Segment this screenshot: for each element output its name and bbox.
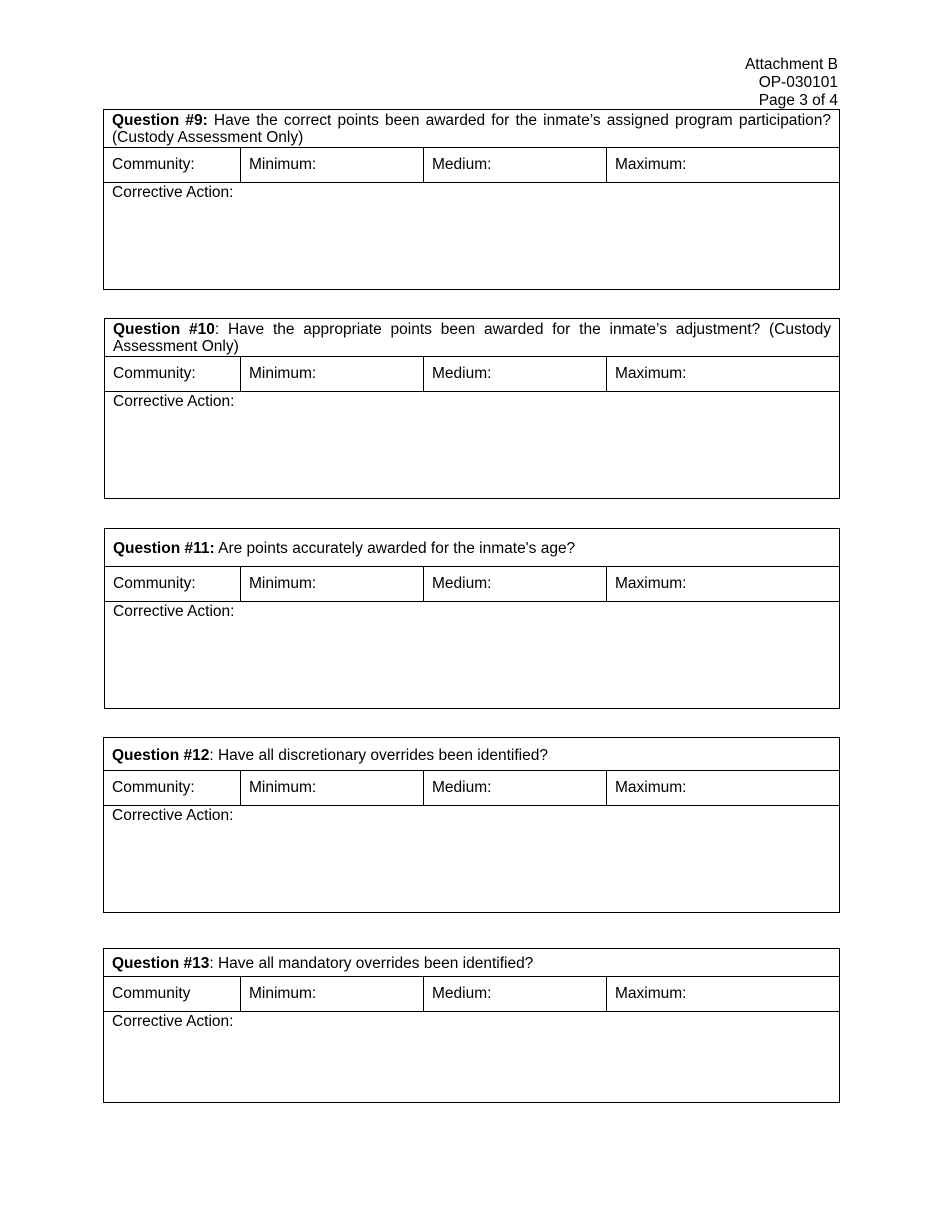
question-13-table (103, 948, 840, 1103)
page-number: Page 3 of 4 (758, 92, 838, 109)
corrective-action-field[interactable]: Corrective Action: (105, 392, 840, 499)
medium-cell[interactable]: Medium: (424, 357, 607, 392)
question-12-text (104, 738, 840, 771)
question-13-text (104, 949, 840, 977)
question-body: : Have the appropriate points been awarded for the inmate’s adjustment? (Custody Assessment Only) (113, 321, 832, 355)
question-label: Question #10 (113, 321, 215, 338)
corrective-action-field[interactable]: Corrective Action: (105, 602, 840, 709)
minimum-cell[interactable]: Minimum: (241, 357, 424, 392)
question-body: : Have all discretionary overrides been identified? (209, 746, 548, 764)
medium-cell[interactable]: Medium: (424, 977, 607, 1012)
question-label: Question #13 (112, 955, 210, 972)
minimum-cell[interactable]: Minimum: (241, 567, 424, 602)
maximum-cell[interactable]: Maximum: (607, 977, 840, 1012)
medium-cell[interactable]: Medium: (424, 148, 607, 183)
medium-cell[interactable]: Medium: (424, 567, 607, 602)
question-9-text (104, 110, 840, 148)
minimum-cell[interactable]: Minimum: (241, 977, 424, 1012)
community-cell[interactable]: Community: (104, 148, 241, 183)
corrective-action-field[interactable]: Corrective Action: (104, 183, 840, 290)
community-cell[interactable]: Community: (104, 771, 241, 806)
question-10-table (104, 318, 840, 499)
question-label: Question #11: (113, 540, 215, 557)
question-10-text (105, 319, 840, 357)
maximum-cell[interactable]: Maximum: (607, 357, 840, 392)
question-9-table (103, 109, 840, 290)
minimum-cell[interactable]: Minimum: (241, 771, 424, 806)
minimum-cell[interactable]: Minimum: (241, 148, 424, 183)
maximum-cell[interactable]: Maximum: (607, 771, 840, 806)
community-cell[interactable]: Community: (105, 357, 241, 392)
question-body: Are points accurately awarded for the inmate's age? (214, 540, 576, 557)
attachment-label: Attachment B (744, 56, 838, 73)
community-cell[interactable]: Community: (105, 567, 241, 602)
question-label: Question #9: (112, 112, 208, 129)
question-11-text (105, 529, 840, 567)
question-12-table (103, 737, 840, 913)
maximum-cell[interactable]: Maximum: (607, 567, 840, 602)
corrective-action-field[interactable]: Corrective Action: (104, 806, 840, 913)
community-cell[interactable]: Community (104, 977, 241, 1012)
page-header (745, 56, 838, 110)
question-label: Question #12 (112, 746, 210, 764)
question-11-table (104, 528, 840, 709)
question-body: Have the correct points been awarded for the inmate’s assigned program participation? (Custody Assessment Only) (112, 112, 832, 146)
op-number: OP-030101 (758, 74, 838, 91)
maximum-cell[interactable]: Maximum: (607, 148, 840, 183)
corrective-action-field[interactable]: Corrective Action: (104, 1012, 840, 1103)
medium-cell[interactable]: Medium: (424, 771, 607, 806)
question-body: : Have all mandatory overrides been identified? (209, 955, 534, 972)
